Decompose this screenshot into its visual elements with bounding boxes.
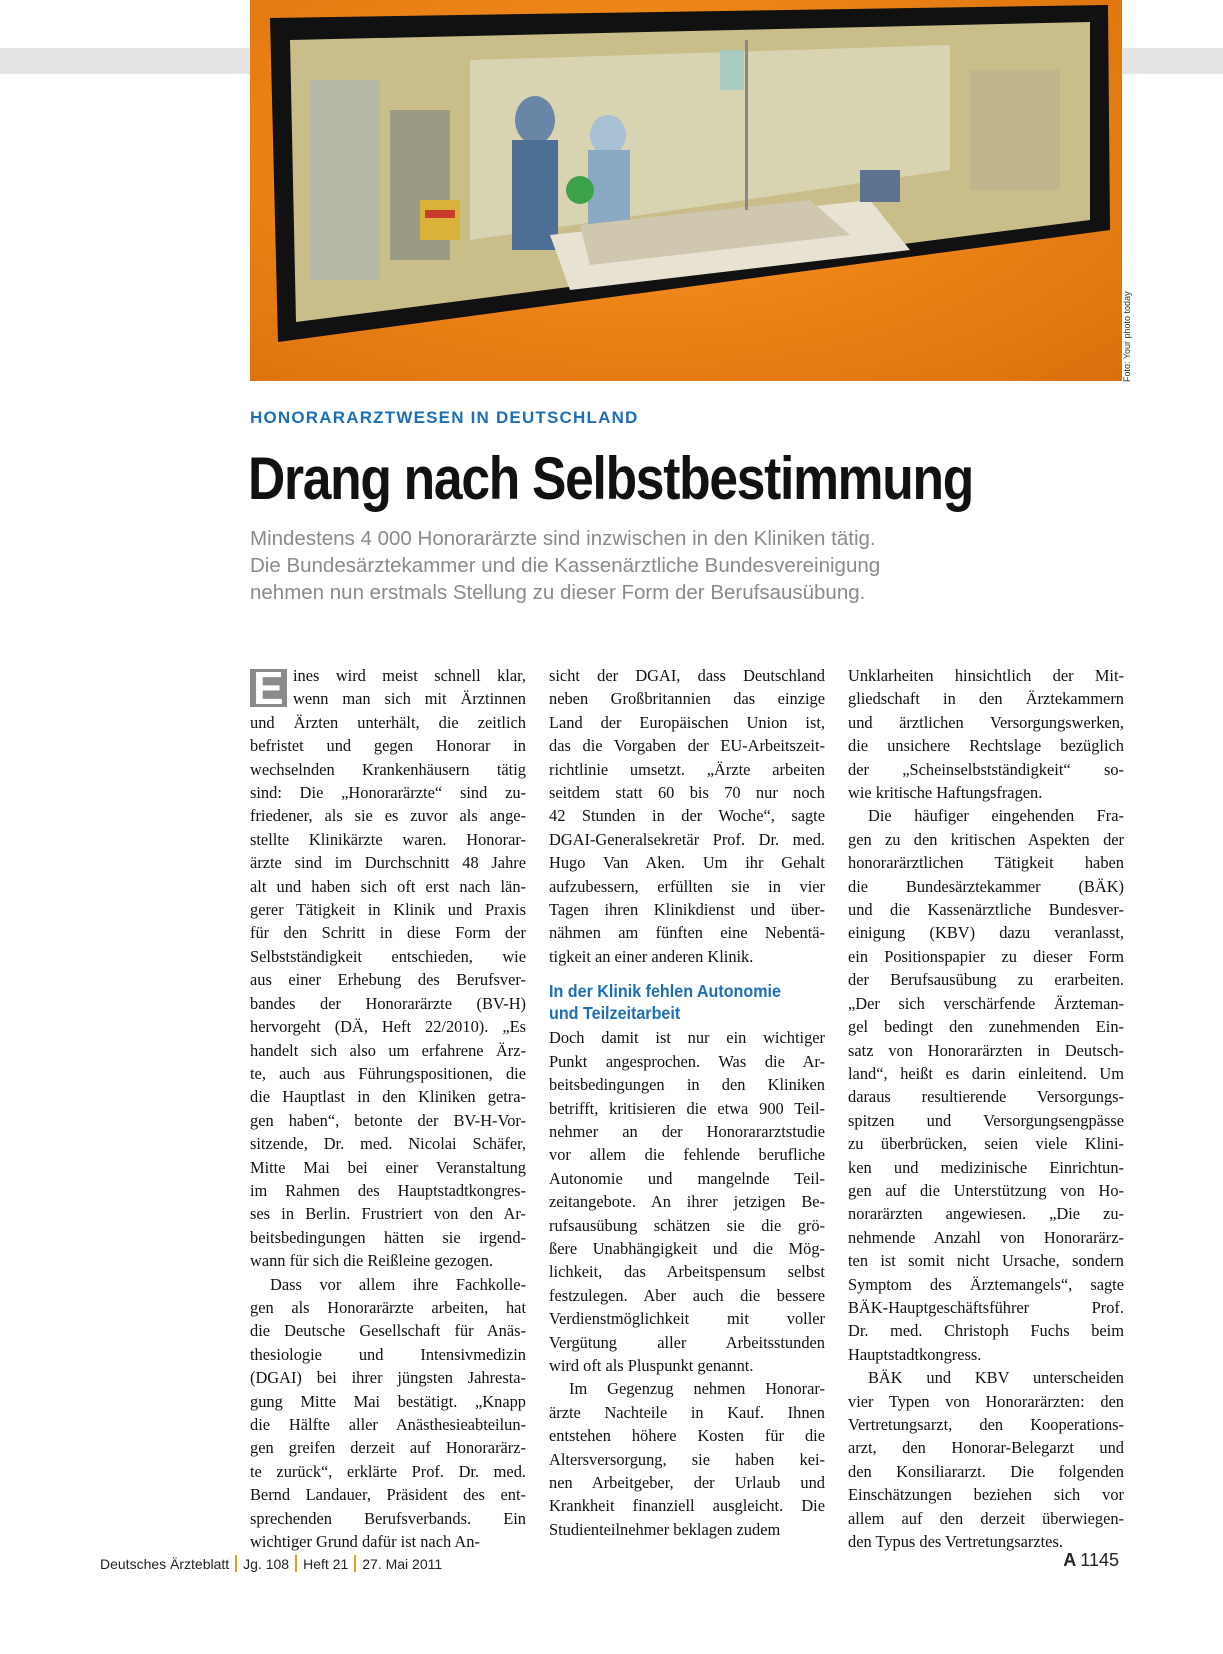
text-line: die Deutsche Gesellschaft für Anäs- <box>250 1321 526 1341</box>
text-line: der Berufsausübung zu erarbeiten. <box>848 970 1124 990</box>
text-line: zeitangebote. An ihrer jetzigen Be- <box>549 1192 825 1212</box>
footer-journal-info <box>100 1555 442 1572</box>
lead-line: Mindestens 4 000 Honorarärzte sind inzwischen in den Kliniken tätig. <box>250 527 876 550</box>
subheading-line: und Teilzeitarbeit <box>549 1003 681 1024</box>
text-line: betrifft, kritisieren die etwa 900 Teil- <box>549 1098 825 1118</box>
text-line: befristet und gegen Honorar in <box>250 736 526 756</box>
text-line: hervorgeht (DÄ, Heft 22/2010). „Es <box>250 1017 526 1037</box>
text-line: Land der Europäischen Union ist, <box>549 712 825 732</box>
text-line: „Der sich verschärfende Ärzteman- <box>848 993 1124 1013</box>
text-line: aus einer Erhebung des Berufsver- <box>250 970 526 990</box>
text-line: gen haben“, betonte der BV-H-Vor- <box>250 1110 526 1130</box>
text-line: gen auf die Unterstützung von Ho- <box>848 1180 1124 1200</box>
text-line: ten ist somit nicht Ursache, sondern <box>848 1251 1124 1271</box>
text-line: und ärztlichen Versorgungswerken, <box>848 712 1124 732</box>
dropcap-letter: E <box>253 662 284 714</box>
body-column-1 <box>250 664 526 1553</box>
text-line: satz von Honorarärzten in Deutsch- <box>848 1040 1124 1060</box>
text-line: ärzte Nachteile in Kauf. Ihnen <box>549 1402 825 1422</box>
footer-separator <box>354 1555 356 1572</box>
photo-illustration <box>250 0 1122 381</box>
text-line: Symptom des Ärztemangels“, sagte <box>848 1274 1124 1294</box>
text-line: sitzende, Dr. med. Nicolai Schäfer, <box>250 1134 526 1154</box>
lead-line: Die Bundesärztekammer und die Kassenärztliche Bundesvereinigung <box>250 554 881 577</box>
page-number <box>1063 1550 1119 1571</box>
text-line: Krankheit finanziell ausgleicht. Die <box>549 1496 825 1516</box>
page-prefix: A <box>1063 1550 1077 1570</box>
subheading-line: In der Klinik fehlen Autonomie <box>549 981 781 1002</box>
text-line: Tagen ihren Klinikdienst und über- <box>549 900 825 920</box>
subheading <box>549 980 803 1024</box>
text-line: nehmer an der Honorararztstudie <box>549 1121 825 1141</box>
text-line: Dr. med. Christoph Fuchs beim <box>848 1321 1124 1341</box>
text-line: neben Großbritannien das einzige <box>549 689 825 709</box>
photo-credit <box>1122 290 1136 382</box>
text-line: Mitte Mai bei einer Veranstaltung <box>250 1157 526 1177</box>
text-line: die Hauptlast in den Kliniken getra- <box>250 1087 526 1107</box>
text-line: wie kritische Haftungsfragen. <box>848 783 1043 803</box>
text-line: vor allem die fehlende berufliche <box>549 1145 825 1165</box>
text-line: tigkeit an einer anderen Klinik. <box>549 946 754 966</box>
text-line: der „Scheinselbstständigkeit“ so- <box>848 759 1124 779</box>
text-line: ses in Berlin. Frustriert von den Ar- <box>250 1204 526 1224</box>
text-line: sicht der DGAI, dass Deutschland <box>549 666 825 685</box>
text-line: alt und haben sich oft erst nach län- <box>250 876 526 896</box>
text-line: und die Kassenärztliche Bundesver- <box>848 900 1124 920</box>
text-line: allem auf den derzeit überwiegen- <box>848 1508 1124 1528</box>
text-line: ein Positionspapier zu dieser Form <box>848 946 1124 966</box>
photo-credit-text: Foto: Your photo today <box>1122 291 1132 382</box>
text-line: Verdienstmöglichkeit mit voller <box>549 1309 825 1329</box>
text-line: daraus resultierende Versorgungs- <box>848 1087 1124 1107</box>
text-line: Vergütung aller Arbeitsstunden <box>549 1332 825 1352</box>
text-line: Bernd Landauer, Präsident des ent- <box>250 1485 526 1505</box>
body-column-3 <box>848 664 1124 1553</box>
footer-separator <box>295 1555 297 1572</box>
text-line: Studienteilnehmer beklagen zudem <box>549 1519 781 1539</box>
text-line: aufzubessern, erfüllten sie in vier <box>549 876 825 896</box>
text-line: wenn man sich mit Ärztinnen <box>293 689 526 709</box>
text-line: seitdem statt 60 bis 70 nur noch <box>549 783 825 803</box>
text-line: gen zu den kritischen Aspekten der <box>848 829 1124 849</box>
text-line: friedener, als sie es zuvor als ange- <box>250 806 526 826</box>
text-line: lichkeit, das Arbeitspensum selbst <box>549 1262 825 1282</box>
text-line: Unklarheiten hinsichtlich der Mit- <box>848 666 1124 685</box>
text-line: gung Mitte Mai bestätigt. „Knapp <box>250 1391 526 1411</box>
dropcap <box>250 662 287 714</box>
text-line: die unsichere Rechtslage bezüglich <box>848 736 1124 756</box>
text-line: ken und medizinische Einrichtun- <box>848 1157 1124 1177</box>
text-line: rufsausübung schätzen sie die grö- <box>549 1215 825 1235</box>
text-line: gerer Tätigkeit in Klinik und Praxis <box>250 900 526 920</box>
text-line: wichtiger Grund dafür ist nach An- <box>250 1532 480 1552</box>
text-line: beitsbedingungen in den Kliniken <box>549 1075 825 1095</box>
text-line: für den Schritt in diese Form der <box>250 923 526 943</box>
page-number-value: 1145 <box>1080 1550 1119 1570</box>
text-line: beitsbedingungen hätten sie irgend- <box>250 1227 526 1247</box>
operating-room-photo <box>250 0 1122 381</box>
text-line: ßere Unabhängigkeit und die Mög- <box>549 1238 825 1258</box>
text-line: Doch damit ist nur ein wichtiger <box>549 1028 825 1048</box>
text-line: te zurück“, erklärte Prof. Dr. med. <box>250 1461 526 1481</box>
text-line: Selbstständigkeit entschieden, wie <box>250 946 526 966</box>
text-line: Altersversorgung, sie haben kei- <box>549 1449 825 1469</box>
text-line: und Ärzten unterhält, die zeitlich <box>250 712 526 732</box>
text-line: gen greifen derzeit auf Honorarärz- <box>250 1438 526 1458</box>
text-line: arzt, den Honorar-Belegarzt und <box>848 1438 1124 1458</box>
text-line: nähmen am fünften eine Nebentä- <box>549 923 825 943</box>
text-line: thesiologie und Intensivmedizin <box>250 1344 526 1364</box>
text-line: ines wird meist schnell klar, <box>293 666 526 685</box>
text-line: BÄK-Hauptgeschäftsführer Prof. <box>848 1297 1124 1317</box>
text-line: wechselnden Krankenhäusern tätig <box>250 759 526 779</box>
text-line: Autonomie und mangelnde Teil- <box>549 1168 825 1188</box>
text-line: sprechenden Berufsverbands. Ein <box>250 1508 526 1528</box>
text-line: Vertretungsarzt, den Kooperations- <box>848 1415 1124 1434</box>
text-line: (DGAI) bei ihrer jüngsten Jahresta- <box>250 1368 526 1388</box>
text-line: die Bundesärztekammer (BÄK) <box>848 876 1124 896</box>
text-line: das die Vorgaben der EU-Arbeitszeit- <box>549 736 825 756</box>
text-line: wird oft als Pluspunkt genannt. <box>549 1355 754 1375</box>
issue: Heft 21 <box>303 1556 349 1572</box>
text-line: Hugo Van Aken. Um ihr Gehalt <box>549 853 825 873</box>
text-line: spitzen und Versorgungsengpässe <box>848 1110 1124 1130</box>
text-line: te, auch aus Führungspositionen, die <box>250 1063 526 1083</box>
text-line: Dass vor allem ihre Fachkolle- <box>270 1274 526 1294</box>
lead-line: nehmen nun erstmals Stellung zu dieser Form der Berufsausübung. <box>250 581 866 604</box>
text-line: die Hälfte aller Anästhesieabteilun- <box>250 1415 526 1434</box>
text-line: stellte Klinikärzte waren. Honorar- <box>250 829 526 849</box>
text-line: den Konsiliararzt. Die folgenden <box>848 1461 1124 1481</box>
text-line: nehmende Anzahl von Honorarärz- <box>848 1227 1124 1247</box>
text-line: wann für sich die Reißleine gezogen. <box>250 1251 494 1271</box>
text-line: bandes der Honorarärzte (BV-H) <box>250 993 526 1013</box>
text-line: Einschätzungen beziehen sich vor <box>848 1485 1124 1505</box>
text-line: im Rahmen des Hauptstadtkongres- <box>250 1180 526 1200</box>
text-line: entstehen höhere Kosten für die <box>549 1426 825 1446</box>
text-line: honorarärztlichen Tätigkeit haben <box>848 853 1124 873</box>
journal-name: Deutsches Ärzteblatt <box>100 1556 230 1572</box>
footer-separator <box>235 1555 237 1572</box>
text-line: gel bedingt den zunehmenden Ein- <box>848 1017 1124 1037</box>
text-line: Im Gegenzug nehmen Honorar- <box>569 1379 825 1399</box>
text-line: festzulegen. Aber auch die bessere <box>549 1285 825 1305</box>
text-line: norarärzten angewiesen. „Die zu- <box>848 1204 1124 1224</box>
text-line: DGAI-Generalsekretär Prof. Dr. med. <box>549 829 825 849</box>
text-line: zu überbrücken, seien viele Klini- <box>848 1134 1124 1154</box>
text-line: ärzte sind im Durchschnitt 48 Jahre <box>250 853 526 873</box>
text-line: gen als Honorarärzte arbeiten, hat <box>250 1297 526 1317</box>
body-column-2 <box>549 664 825 1541</box>
text-line: Die häufiger eingehenden Fra- <box>868 806 1124 826</box>
text-line: land“, heißt es darin einleitend. Um <box>848 1063 1124 1083</box>
lead-paragraph <box>250 525 1010 606</box>
kicker: HONORARARZTWESEN IN DEUTSCHLAND <box>250 408 639 427</box>
volume: Jg. 108 <box>243 1556 290 1572</box>
text-line: vier Typen von Honorarärzten: den <box>848 1391 1124 1411</box>
text-line: richtlinie umsetzt. „Ärzte arbeiten <box>549 759 825 779</box>
text-line: Hauptstadtkongress. <box>848 1344 982 1364</box>
text-line: sind: Die „Honorarärzte“ sind zu- <box>250 783 526 803</box>
text-line: gliedschaft in den Ärztekammern <box>848 689 1124 709</box>
text-line: Punkt angesprochen. Was die Ar- <box>549 1051 825 1071</box>
text-line: 42 Stunden in der Woche“, sagte <box>549 806 825 826</box>
headline: Drang nach Selbstbestimmung <box>248 445 973 512</box>
text-line: BÄK und KBV unterscheiden <box>868 1368 1124 1388</box>
text-line: nen Arbeitgeber, der Urlaub und <box>549 1473 825 1492</box>
text-line: den Typus des Vertretungsarztes. <box>848 1532 1063 1552</box>
text-line: einigung (KBV) dazu veranlasst, <box>848 923 1124 943</box>
text-line: handelt sich also um erfahrene Ärz- <box>250 1040 526 1060</box>
issue-date: 27. Mai 2011 <box>362 1556 443 1572</box>
